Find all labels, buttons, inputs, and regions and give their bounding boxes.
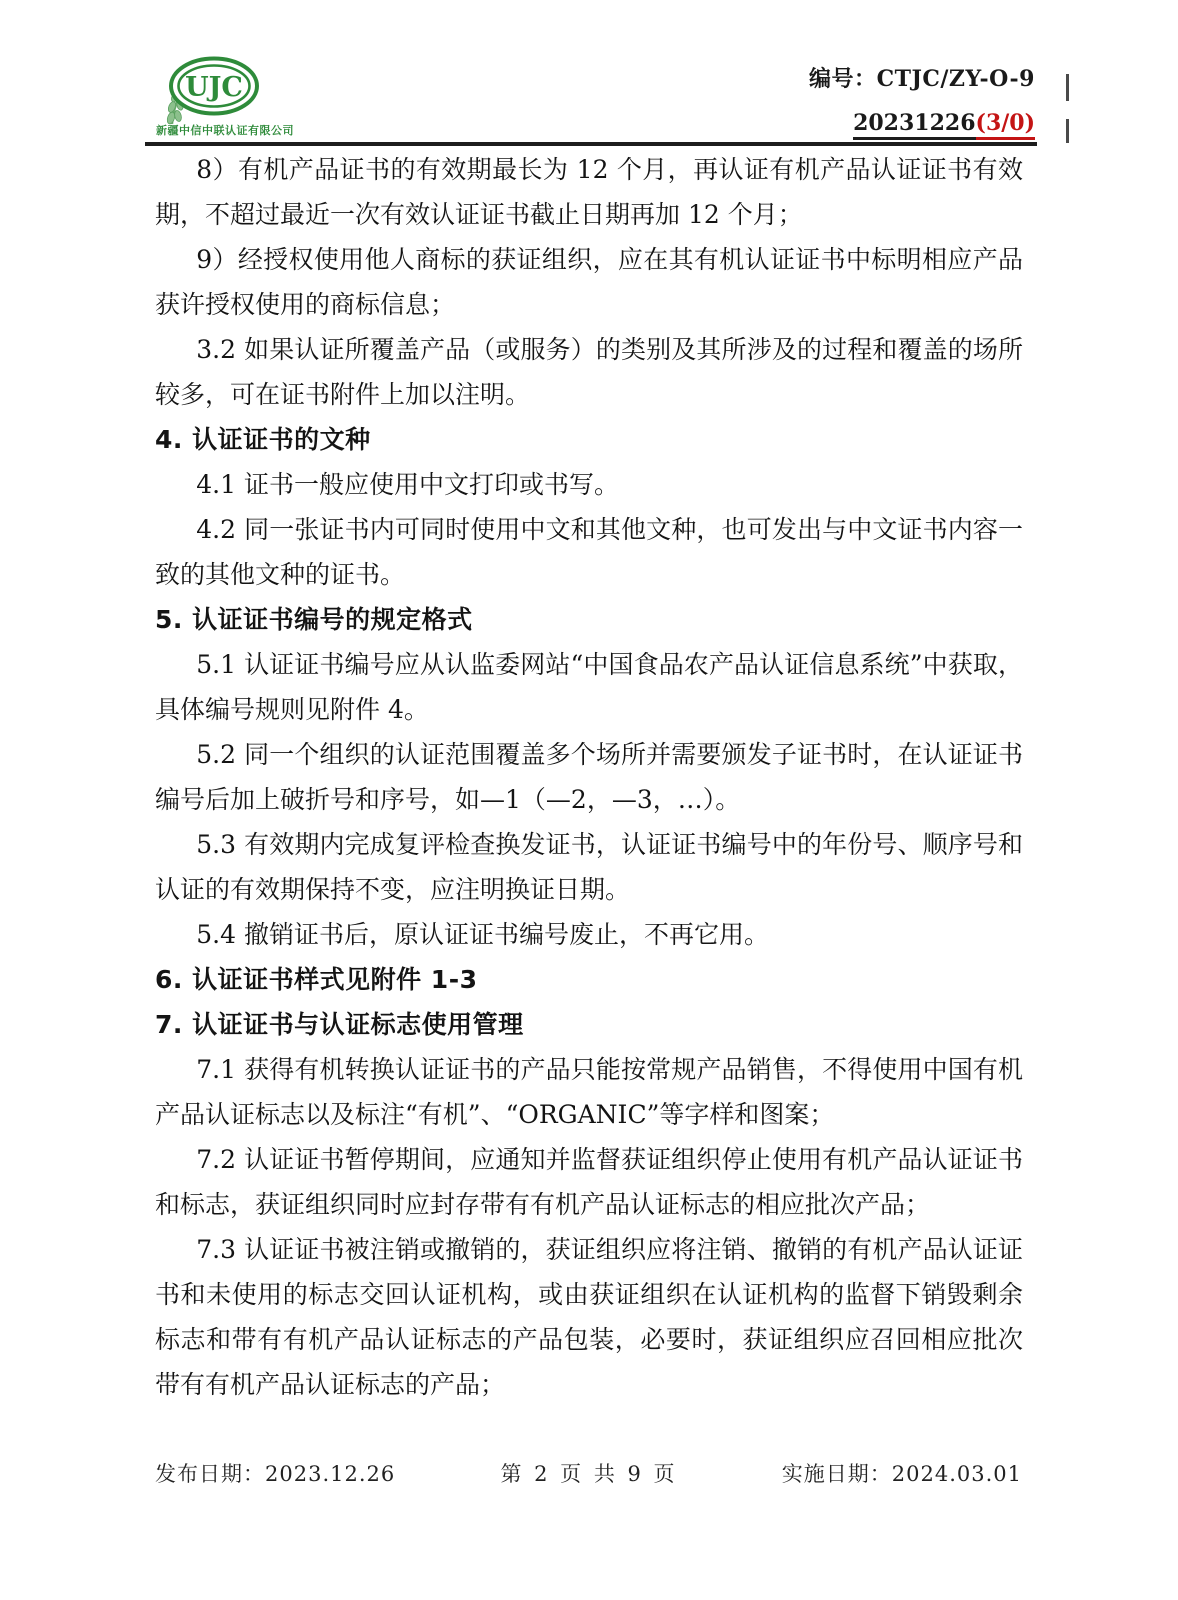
heading-7: 7. 认证证书与认证标志使用管理 xyxy=(155,1010,524,1039)
heading-6: 6. 认证证书样式见附件 1-3 xyxy=(155,965,478,994)
release-date-value: 2023.12.26 xyxy=(265,1462,396,1486)
doc-date: 20231226 xyxy=(853,110,975,140)
binding-mark xyxy=(1066,119,1069,143)
doc-number-label: 编号： xyxy=(809,66,877,92)
doc-revision: (3/0) xyxy=(976,110,1035,140)
release-date-label: 发布日期： xyxy=(155,1462,265,1486)
doc-number: CTJC/ZY-O-9 xyxy=(876,66,1035,92)
doc-number-line xyxy=(809,68,1035,90)
company-name: 新疆中信中联认证有限公司 xyxy=(156,124,294,137)
para-5-1: 5.1 认证证书编号应从认监委网站“中国食品农产品认证信息系统”中获取，具体编号规则见附件 4。 xyxy=(155,650,1023,724)
para-4-1: 4.1 证书一般应使用中文打印或书写。 xyxy=(196,470,619,499)
ctjc-logo xyxy=(156,56,260,126)
para-7-3: 7.3 认证证书被注销或撤销的，获证组织应将注销、撤销的有机产品认证证书和未使用的标志交回认证机构，或由获证组织在认证机构的监督下销毁剩余标志和带有有机产品认证标志的产品包装，必要时，获证组织应召回相应批次带有有机产品认证标志的产品； xyxy=(155,1235,1023,1399)
para-7-1: 7.1 获得有机转换认证证书的产品只能按常规产品销售，不得使用中国有机产品认证标志以及标注“有机”、“ORGANIC”等字样和图案； xyxy=(155,1055,1023,1129)
para-3-2: 3.2 如果认证所覆盖产品（或服务）的类别及其所涉及的过程和覆盖的场所较多，可在证书附件上加以注明。 xyxy=(155,335,1023,409)
document-body xyxy=(155,147,1023,1407)
implementation-date-value: 2024.03.01 xyxy=(891,1462,1022,1486)
doc-meta xyxy=(809,68,1035,134)
heading-4: 4. 认证证书的文种 xyxy=(155,425,371,454)
para-5-4: 5.4 撤销证书后，原认证证书编号废止，不再它用。 xyxy=(196,920,769,949)
logo-text: UJC xyxy=(185,72,243,103)
implementation-date-label: 实施日期： xyxy=(781,1462,892,1486)
page-indicator: 第 2 页 共 9 页 xyxy=(500,1462,678,1486)
para-5-3: 5.3 有效期内完成复评检查换发证书，认证证书编号中的年份号、顺序号和认证的有效期保持不变，应注明换证日期。 xyxy=(155,830,1023,904)
para-9: 9）经授权使用他人商标的获证组织，应在其有机认证证书中标明相应产品获许授权使用的商标信息； xyxy=(155,245,1023,319)
binding-mark xyxy=(1066,74,1069,101)
para-4-2: 4.2 同一张证书内可同时使用中文和其他文种，也可发出与中文证书内容一致的其他文种的证书。 xyxy=(155,515,1023,589)
para-5-2: 5.2 同一个组织的认证范围覆盖多个场所并需要颁发子证书时，在认证证书编号后加上破折号和序号，如—1（—2，—3，…）。 xyxy=(155,740,1023,814)
doc-date-line xyxy=(853,112,1035,134)
implementation-date xyxy=(782,1458,1022,1488)
para-7-2: 7.2 认证证书暂停期间，应通知并监督获证组织停止使用有机产品认证证书和标志，获证组织同时应封存带有有机产品认证标志的相应批次产品； xyxy=(155,1145,1023,1219)
header-divider xyxy=(145,142,1037,146)
heading-5: 5. 认证证书编号的规定格式 xyxy=(155,605,473,634)
para-8: 8）有机产品证书的有效期最长为 12 个月，再认证有机产品认证证书有效期，不超过最近一次有效认证证书截止日期再加 12 个月； xyxy=(155,155,1023,229)
